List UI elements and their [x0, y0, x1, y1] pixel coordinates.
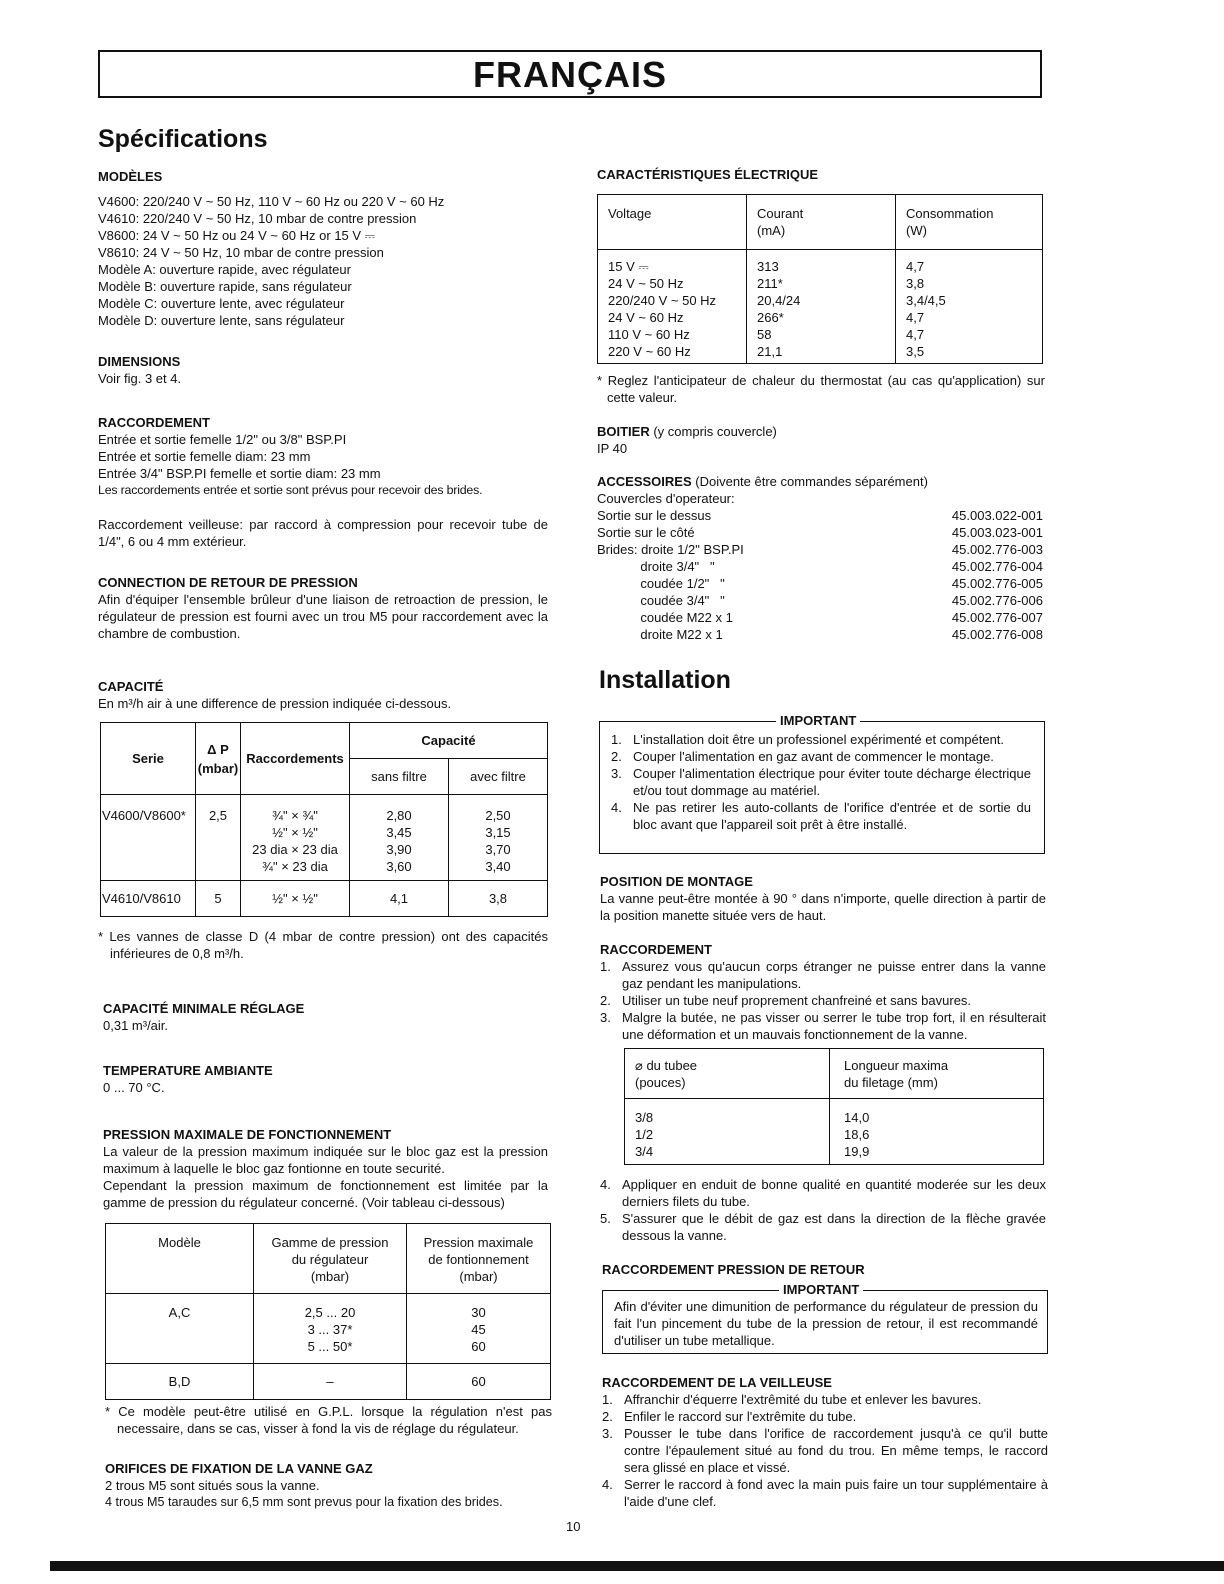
veilleuse-text: Raccordement veilleuse: par raccord à compression pour recevoir tube de 1/4", 6 ou 4 mm extérieur. [98, 517, 548, 549]
dp-cell: 5 [196, 881, 241, 917]
sans-cell: 2,80 3,45 3,90 3,60 [350, 795, 449, 881]
pression-table [105, 1223, 551, 1400]
accessoires-suffix: (Doivente être commandes séparément) [691, 474, 928, 489]
dp-cell: 2,5 [196, 795, 241, 881]
table-row [106, 1364, 551, 1400]
serie-cell: V4600/V8600* [101, 795, 196, 881]
capacite-note: * Les vannes de classe D (4 mbar de contre pression) ont des capacités inférieures de 0,8 m³/h. [98, 929, 548, 961]
col-dp-unit: (mbar) [196, 759, 241, 795]
list-item: 4. Serrer le raccord à fond avec la main puis faire un tour supplémentaire à l'aide d'une clef. [602, 1477, 1048, 1509]
voltage-cell: 15 V ⎓ 24 V ~ 50 Hz 220/240 V ~ 50 Hz 24 V ~ 60 Hz 110 V ~ 60 Hz 220 V ~ 60 Hz [598, 250, 747, 364]
raccordement-steps [600, 958, 1046, 1043]
list-item: Sortie sur le dessus 45.003.022-001 [597, 508, 1043, 523]
cap-min-heading: CAPACITÉ MINIMALE RÉGLAGE [103, 1001, 305, 1016]
list-item: 2. Utiliser un tube neuf proprement chanfreiné et sans bavures. [600, 993, 972, 1008]
col-longueur: Longueur maxima du filetage (mm) [830, 1049, 1044, 1099]
capacite-intro: En m³/h air à une difference de pression indiquée ci-dessous. [98, 696, 452, 711]
dimensions-section [98, 353, 548, 387]
filetage-table [624, 1048, 1044, 1165]
orifices-line: 4 trous M5 taraudes sur 6,5 mm sont prevus pour la fixation des brides. [105, 1495, 503, 1509]
elec-note: * Reglez l'anticipateur de chaleur du thermostat (au cas qu'application) sur cette valeur. [597, 373, 1045, 405]
col-sans-filtre: sans filtre [350, 759, 449, 795]
model-line: Modèle A: ouverture rapide, avec régulateur [98, 262, 351, 277]
orifices-lines [105, 1477, 555, 1511]
model-line: Modèle C: ouverture lente, avec régulateur [98, 296, 345, 311]
dimensions-text: Voir fig. 3 et 4. [98, 371, 182, 386]
temperature-section [103, 1062, 548, 1096]
list-item: 1. Affranchir d'équerre l'extrêmité du tube et enlever les bavures. [602, 1392, 982, 1407]
cap-min-text: 0,31 m³/air. [103, 1018, 169, 1033]
boitier-heading: BOITIER [597, 424, 650, 439]
capacite-heading: CAPACITÉ [98, 679, 164, 694]
col-voltage: Voltage [598, 195, 747, 250]
raccordement-line: Entrée 3/4" BSP.PI femelle et sortie diam: 23 mm [98, 466, 381, 481]
temperature-text: 0 ... 70 °C. [103, 1080, 165, 1095]
list-item: droite M22 x 1 45.002.776-008 [597, 627, 1043, 642]
max-cell: 60 [407, 1364, 551, 1400]
col-avec-filtre: avec filtre [449, 759, 548, 795]
position-section [600, 873, 1046, 924]
col-gamme: Gamme de pression du régulateur (mbar) [254, 1224, 407, 1294]
raccordement-line: Entrée et sortie femelle 1/2" ou 3/8" BSP.PI [98, 432, 347, 447]
accessoires-heading: ACCESSOIRES [597, 474, 692, 489]
position-text: La vanne peut-être montée à 90 ° dans n'importe, quelle direction à partir de la position manette située vers de haut. [600, 891, 1046, 923]
pression-text: La valeur de la pression maximum indiquée sur le bloc gaz est la pression maximum à laquelle le bloc gaz fontionne en toute securité. [103, 1144, 548, 1176]
temperature-heading: TEMPERATURE AMBIANTE [103, 1063, 273, 1078]
models-section [98, 168, 548, 329]
list-item: coudée 1/2" " 45.002.776-005 [597, 576, 1043, 591]
specifications-title: Spécifications [98, 125, 268, 153]
footer-bar [50, 1561, 1224, 1571]
model-line: V4610: 220/240 V ~ 50 Hz, 10 mbar de contre pression [98, 211, 417, 226]
list-item: 1. Assurez vous qu'aucun corps étranger ne puisse entrer dans la vanne gaz pendant les manipulations. [600, 959, 1046, 991]
dimensions-heading: DIMENSIONS [98, 354, 181, 369]
longueur-cell: 14,0 18,6 19,9 [830, 1099, 1044, 1165]
col-capacite: Capacité [350, 723, 548, 759]
list-item: 3. Pousser le tube dans l'orifice de raccordement jusqu'à ce qu'il butte contre l'épaulement situé au fond du trou. En même temps, le raccord sera glissé en place et vissé. [602, 1426, 1048, 1475]
accessoires-section [597, 473, 1043, 643]
raccordement-lines [98, 431, 548, 499]
list-item: Brides: droite 1/2" BSP.PI 45.002.776-003 [597, 542, 1043, 557]
orifices-line: 2 trous M5 sont situés sous la vanne. [105, 1478, 320, 1493]
list-item: Sortie sur le côté 45.003.023-001 [597, 525, 1043, 540]
gamme-cell: 2,5 ... 20 3 ... 37* 5 ... 50* [254, 1294, 407, 1364]
raccordement-section [98, 414, 548, 550]
list-item: 3. Couper l'alimentation électrique pour éviter toute décharge électrique et/ou tout dommage au matériel. [611, 766, 1031, 798]
pression-text: Cependant la pression maximum de fonctionnement est limitée par la gamme de pression du régulateur concerné. (Voir tableau ci-dessous) [103, 1178, 548, 1210]
boitier-section [597, 423, 1045, 457]
elec-table [597, 194, 1043, 364]
position-heading: POSITION DE MONTAGE [600, 874, 753, 889]
sans-cell: 4,1 [350, 881, 449, 917]
tube-cell: 3/8 1/2 3/4 [625, 1099, 830, 1165]
list-item: coudée 3/4" " 45.002.776-006 [597, 593, 1043, 608]
installation-title: Installation [599, 666, 731, 694]
list-item: droite 3/4" " 45.002.776-004 [597, 559, 1043, 574]
models-list [98, 193, 548, 329]
serie-cell: V4610/V8610 [101, 881, 196, 917]
boitier-suffix: (y compris couvercle) [649, 424, 777, 439]
list-item: 5. S'assurer que le débit de gaz est dans la direction de la flèche gravée dessous la vanne. [600, 1211, 1046, 1243]
retour-important-text: Afin d'éviter une dimunition de performance du régulateur de pression du fait l'un pincement du tube de la pression de retour, il est recommandé d'utiliser un tube metallique. [614, 1299, 1038, 1348]
avec-cell: 2,50 3,15 3,70 3,40 [449, 795, 548, 881]
raccordement-heading: RACCORDEMENT [98, 415, 210, 430]
gamme-cell: – [254, 1364, 407, 1400]
col-modele: Modèle [106, 1224, 254, 1294]
courant-cell: 313 211* 20,4/24 266* 58 21,1 [747, 250, 896, 364]
list-item: coudée M22 x 1 45.002.776-007 [597, 610, 1043, 625]
col-courant: Courant (mA) [747, 195, 896, 250]
col-conso: Consommation (W) [896, 195, 1043, 250]
language-banner: FRANÇAIS [98, 50, 1042, 98]
orifices-section [105, 1460, 555, 1511]
pression-heading: PRESSION MAXIMALE DE FONCTIONNEMENT [103, 1127, 392, 1142]
model-line: Modèle D: ouverture lente, sans régulateur [98, 313, 345, 328]
pression-section [103, 1126, 548, 1211]
raccordement-install-heading: RACCORDEMENT [600, 942, 712, 957]
raccordement-steps-2 [600, 1176, 1046, 1244]
racc-cell: ½" × ½" [241, 881, 350, 917]
veilleuse-steps [602, 1391, 1048, 1510]
capacite-table [100, 722, 548, 917]
col-raccordements: Raccordements [241, 723, 350, 795]
col-serie: Serie [101, 723, 196, 795]
model-line: V8610: 24 V ~ 50 Hz, 10 mbar de contre pression [98, 245, 384, 260]
col-max: Pression maximale de fontionnement (mbar) [407, 1224, 551, 1294]
table-row [101, 795, 548, 881]
retour-heading: CONNECTION DE RETOUR DE PRESSION [98, 575, 358, 590]
raccordement-install-section [600, 941, 1046, 1043]
important-list [611, 731, 1031, 833]
orifices-heading: ORIFICES DE FIXATION DE LA VANNE GAZ [105, 1461, 373, 1476]
veilleuse-section [602, 1374, 1048, 1510]
avec-cell: 3,8 [449, 881, 548, 917]
retour-section [98, 574, 548, 642]
list-item: 1. L'installation doit être un professionel expérimenté et compétent. [611, 732, 1005, 747]
model-line: V8600: 24 V ~ 50 Hz ou 24 V ~ 60 Hz or 15 V ⎓ [98, 228, 376, 243]
veilleuse-heading: RACCORDEMENT DE LA VEILLEUSE [602, 1375, 832, 1390]
capacite-section [98, 678, 548, 712]
model-line: Modèle B: ouverture rapide, sans régulateur [98, 279, 352, 294]
max-cell: 30 45 60 [407, 1294, 551, 1364]
important-label-2: IMPORTANT [779, 1281, 863, 1298]
accessoires-sub: Couvercles d'operateur: [597, 491, 735, 506]
boitier-text: IP 40 [597, 441, 628, 456]
list-item: 4. Appliquer en enduit de bonne qualité en quantité moderée sur les deux derniers filets du tube. [600, 1177, 1046, 1209]
models-heading: MODÈLES [98, 169, 163, 184]
retour-text: Afin d'équiper l'ensemble brûleur d'une liaison de retroaction de pression, le régulateur de pression est fourni avec un trou M5 pour raccordement avec la chambre de combustion. [98, 592, 548, 641]
racc-cell: ¾" × ¾" ½" × ½" 23 dia × 23 dia ¾" × 23 dia [241, 795, 350, 881]
col-dp: Δ P [196, 723, 241, 759]
cap-min-section [103, 1000, 548, 1034]
retour-install-heading: RACCORDEMENT PRESSION DE RETOUR [602, 1262, 865, 1277]
col-tube: ⌀ du tubee (pouces) [625, 1049, 830, 1099]
pression-note: * Ce modèle peut-être utilisé en G.P.L. lorsque la régulation n'est pas necessaire, dans se cas, visser à fond la vis de réglage du régulateur. [105, 1404, 552, 1436]
list-item: 2. Enfiler le raccord sur l'extrêmite du tube. [602, 1409, 857, 1424]
modele-cell: B,D [106, 1364, 254, 1400]
list-item: 4. Ne pas retirer les auto-collants de l'orifice d'entrée et de sortie du bloc avant que l'appareil soit prêt à être installé. [611, 800, 1031, 832]
list-item: 3. Malgre la butée, ne pas visser ou serrer le tube trop fort, il en résulterait une déformation et un mauvais fonctionnement de la vanne. [600, 1010, 1046, 1042]
conso-cell: 4,7 3,8 3,4/4,5 4,7 4,7 3,5 [896, 250, 1043, 364]
table-row [101, 881, 548, 917]
page-number: 10 [566, 1519, 581, 1534]
important-label: IMPORTANT [776, 712, 860, 729]
raccordement-line: Entrée et sortie femelle diam: 23 mm [98, 449, 311, 464]
elec-heading: CARACTÉRISTIQUES ÉLECTRIQUE [597, 167, 819, 182]
raccordement-line: Les raccordements entrée et sortie sont prévus pour recevoir des brides. [98, 483, 483, 497]
model-line: V4600: 220/240 V ~ 50 Hz, 110 V ~ 60 Hz ou 220 V ~ 60 Hz [98, 194, 445, 209]
list-item: 2. Couper l'alimentation en gaz avant de commencer le montage. [611, 749, 994, 764]
table-row [106, 1294, 551, 1364]
table-row [625, 1099, 1044, 1165]
table-row [598, 250, 1043, 364]
modele-cell: A,C [106, 1294, 254, 1364]
